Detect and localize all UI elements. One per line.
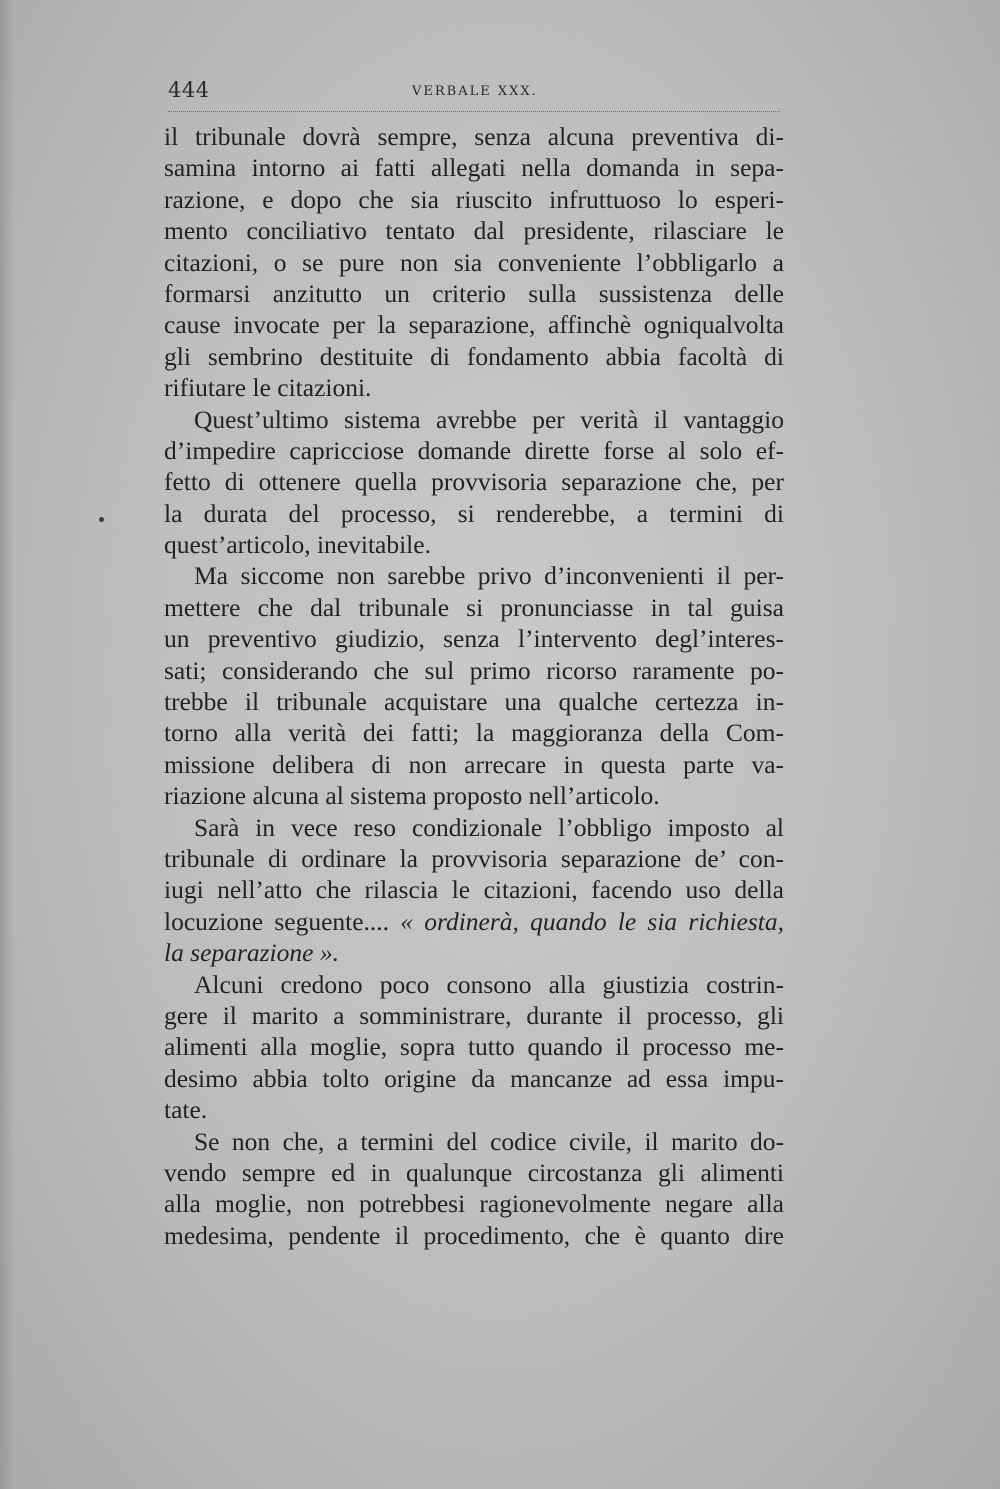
text-line: d’impedire capricciose domande dirette forse al solo ef-: [164, 435, 784, 465]
text-line: Se non che, a termini del codice civile, il marito do-: [194, 1126, 784, 1156]
text-line: trebbe il tribunale acquistare una qualche certezza in-: [164, 687, 784, 717]
text-line: gli sembrino destituite di fondamento abbia facoltà di: [164, 341, 784, 371]
text-line: fetto di ottenere quella provvisoria separazione che, per: [164, 467, 784, 497]
text-line: Quest’ultimo sistema avrebbe per verità il vantaggio: [194, 404, 784, 434]
text-line: alimenti alla moglie, sopra tutto quando il processo me-: [164, 1032, 784, 1062]
text-line: mettere che dal tribunale si pronunciasse in tal guisa: [164, 592, 784, 622]
text-line: il tribunale dovrà sempre, senza alcuna preventiva di-: [164, 122, 784, 151]
text-line: tate.: [164, 1095, 208, 1125]
text-line: Ma siccome non sarebbe privo d’inconvenienti il per-: [194, 561, 784, 591]
text-line: medesima, pendente il procedimento, che è quanto dire: [164, 1220, 784, 1250]
text-line: mento conciliativo tentato dal presidente, rilasciare le: [164, 216, 784, 246]
text-line: gere il marito a somministrare, durante il processo, gli: [164, 1000, 784, 1030]
text-line: desimo abbia tolto origine da mancanze ad essa impu-: [164, 1063, 784, 1093]
text-line: citazioni, o se pure non sia conveniente l’obbligarlo a: [164, 247, 784, 277]
text-line: alla moglie, non potrebbesi ragionevolmente negare alla: [164, 1189, 784, 1219]
text-line: sati; considerando che sul primo ricorso raramente po-: [164, 655, 784, 685]
text-line-with-quote: [164, 906, 784, 937]
text-line: tribunale di ordinare la provvisoria separazione de’ con-: [164, 843, 784, 873]
text-line: quest’articolo, inevitabile.: [164, 530, 431, 560]
text-line: Sarà in vece reso condizionale l’obbligo imposto al: [194, 812, 784, 842]
text-line: Alcuni credono poco consono alla giustizia costrin-: [194, 969, 784, 999]
running-head-title: VERBALE XXX.: [412, 84, 538, 99]
text-line: formarsi anzitutto un criterio sulla sussistenza delle: [164, 278, 784, 308]
page-number: 444: [168, 78, 210, 102]
header-rule: [168, 111, 780, 112]
text-line: rifiutare le citazioni.: [164, 373, 372, 403]
text-fragment: locuzione seguente....: [164, 906, 390, 936]
text-line: riazione alcuna al sistema proposto nell’articolo.: [164, 781, 660, 811]
text-line: cause invocate per la separazione, affinchè ogniqualvolta: [164, 310, 784, 340]
text-line: torno alla verità dei fatti; la maggioranza della Com-: [164, 718, 784, 748]
text-line: missione delibera di non arrecare in questa parte va-: [164, 749, 784, 779]
text-line: la durata del processo, si renderebbe, a termini di: [164, 498, 784, 528]
text-line: razione, e dopo che sia riuscito infruttuoso lo esperi-: [164, 184, 784, 214]
text-line: samina intorno ai fatti allegati nella domanda in sepa-: [164, 153, 784, 183]
page-edge-shadow: [0, 0, 14, 1489]
running-head: [168, 78, 780, 106]
text-line: la separazione ».: [164, 938, 339, 968]
text-line: vendo sempre ed in qualunque circostanza gli alimenti: [164, 1157, 784, 1187]
italic-quote: « ordinerà, quando le sia richiesta,: [400, 906, 785, 936]
body-text: [164, 121, 784, 1251]
text-line: iugi nell’atto che rilascia le citazioni, facendo uso della: [164, 875, 784, 905]
text-line: un preventivo giudizio, senza l’intervento degl’interes-: [164, 624, 784, 654]
margin-speck: [99, 517, 104, 522]
